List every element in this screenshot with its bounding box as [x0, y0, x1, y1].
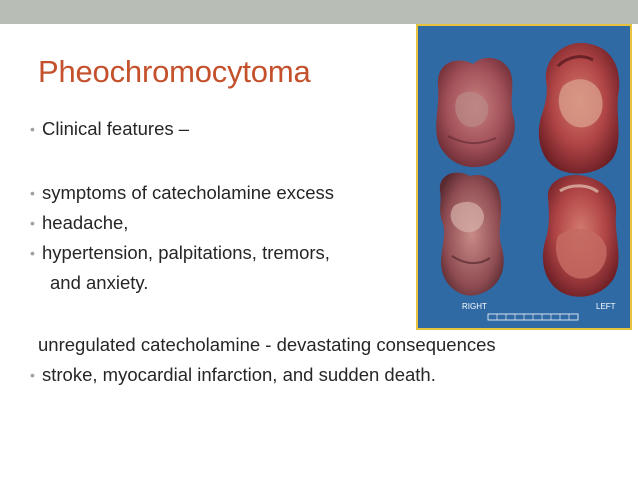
bullet-icon: • [30, 121, 35, 137]
bullet-icon: • [30, 185, 35, 201]
label-right: RIGHT [462, 302, 487, 311]
text-line-unregulated: unregulated catecholamine - devastating consequences [38, 334, 496, 355]
bullet-icon: • [30, 367, 35, 383]
label-left: LEFT [596, 302, 616, 311]
bullet-line-clinical-features: • Clinical features – [30, 118, 190, 139]
specimen-illustration [418, 26, 630, 328]
specimen-photo [416, 24, 632, 330]
bullet-line-symptoms: • symptoms of catecholamine excess [30, 182, 335, 203]
slide-title: Pheochromocytoma [38, 54, 311, 89]
bullet-line-headache: • headache, [30, 212, 129, 233]
top-decorative-band [0, 0, 638, 24]
specimen-bottom-left [440, 172, 504, 295]
bullet-icon: • [30, 215, 35, 231]
scale-ruler [488, 314, 578, 320]
bullet-icon: • [30, 245, 35, 261]
continuation-line-anxiety: and anxiety. [50, 272, 149, 293]
bullet-line-stroke: • stroke, myocardial infarction, and sudden death. [30, 364, 436, 385]
bullet-line-hypertension: • hypertension, palpitations, tremors, [30, 242, 330, 263]
